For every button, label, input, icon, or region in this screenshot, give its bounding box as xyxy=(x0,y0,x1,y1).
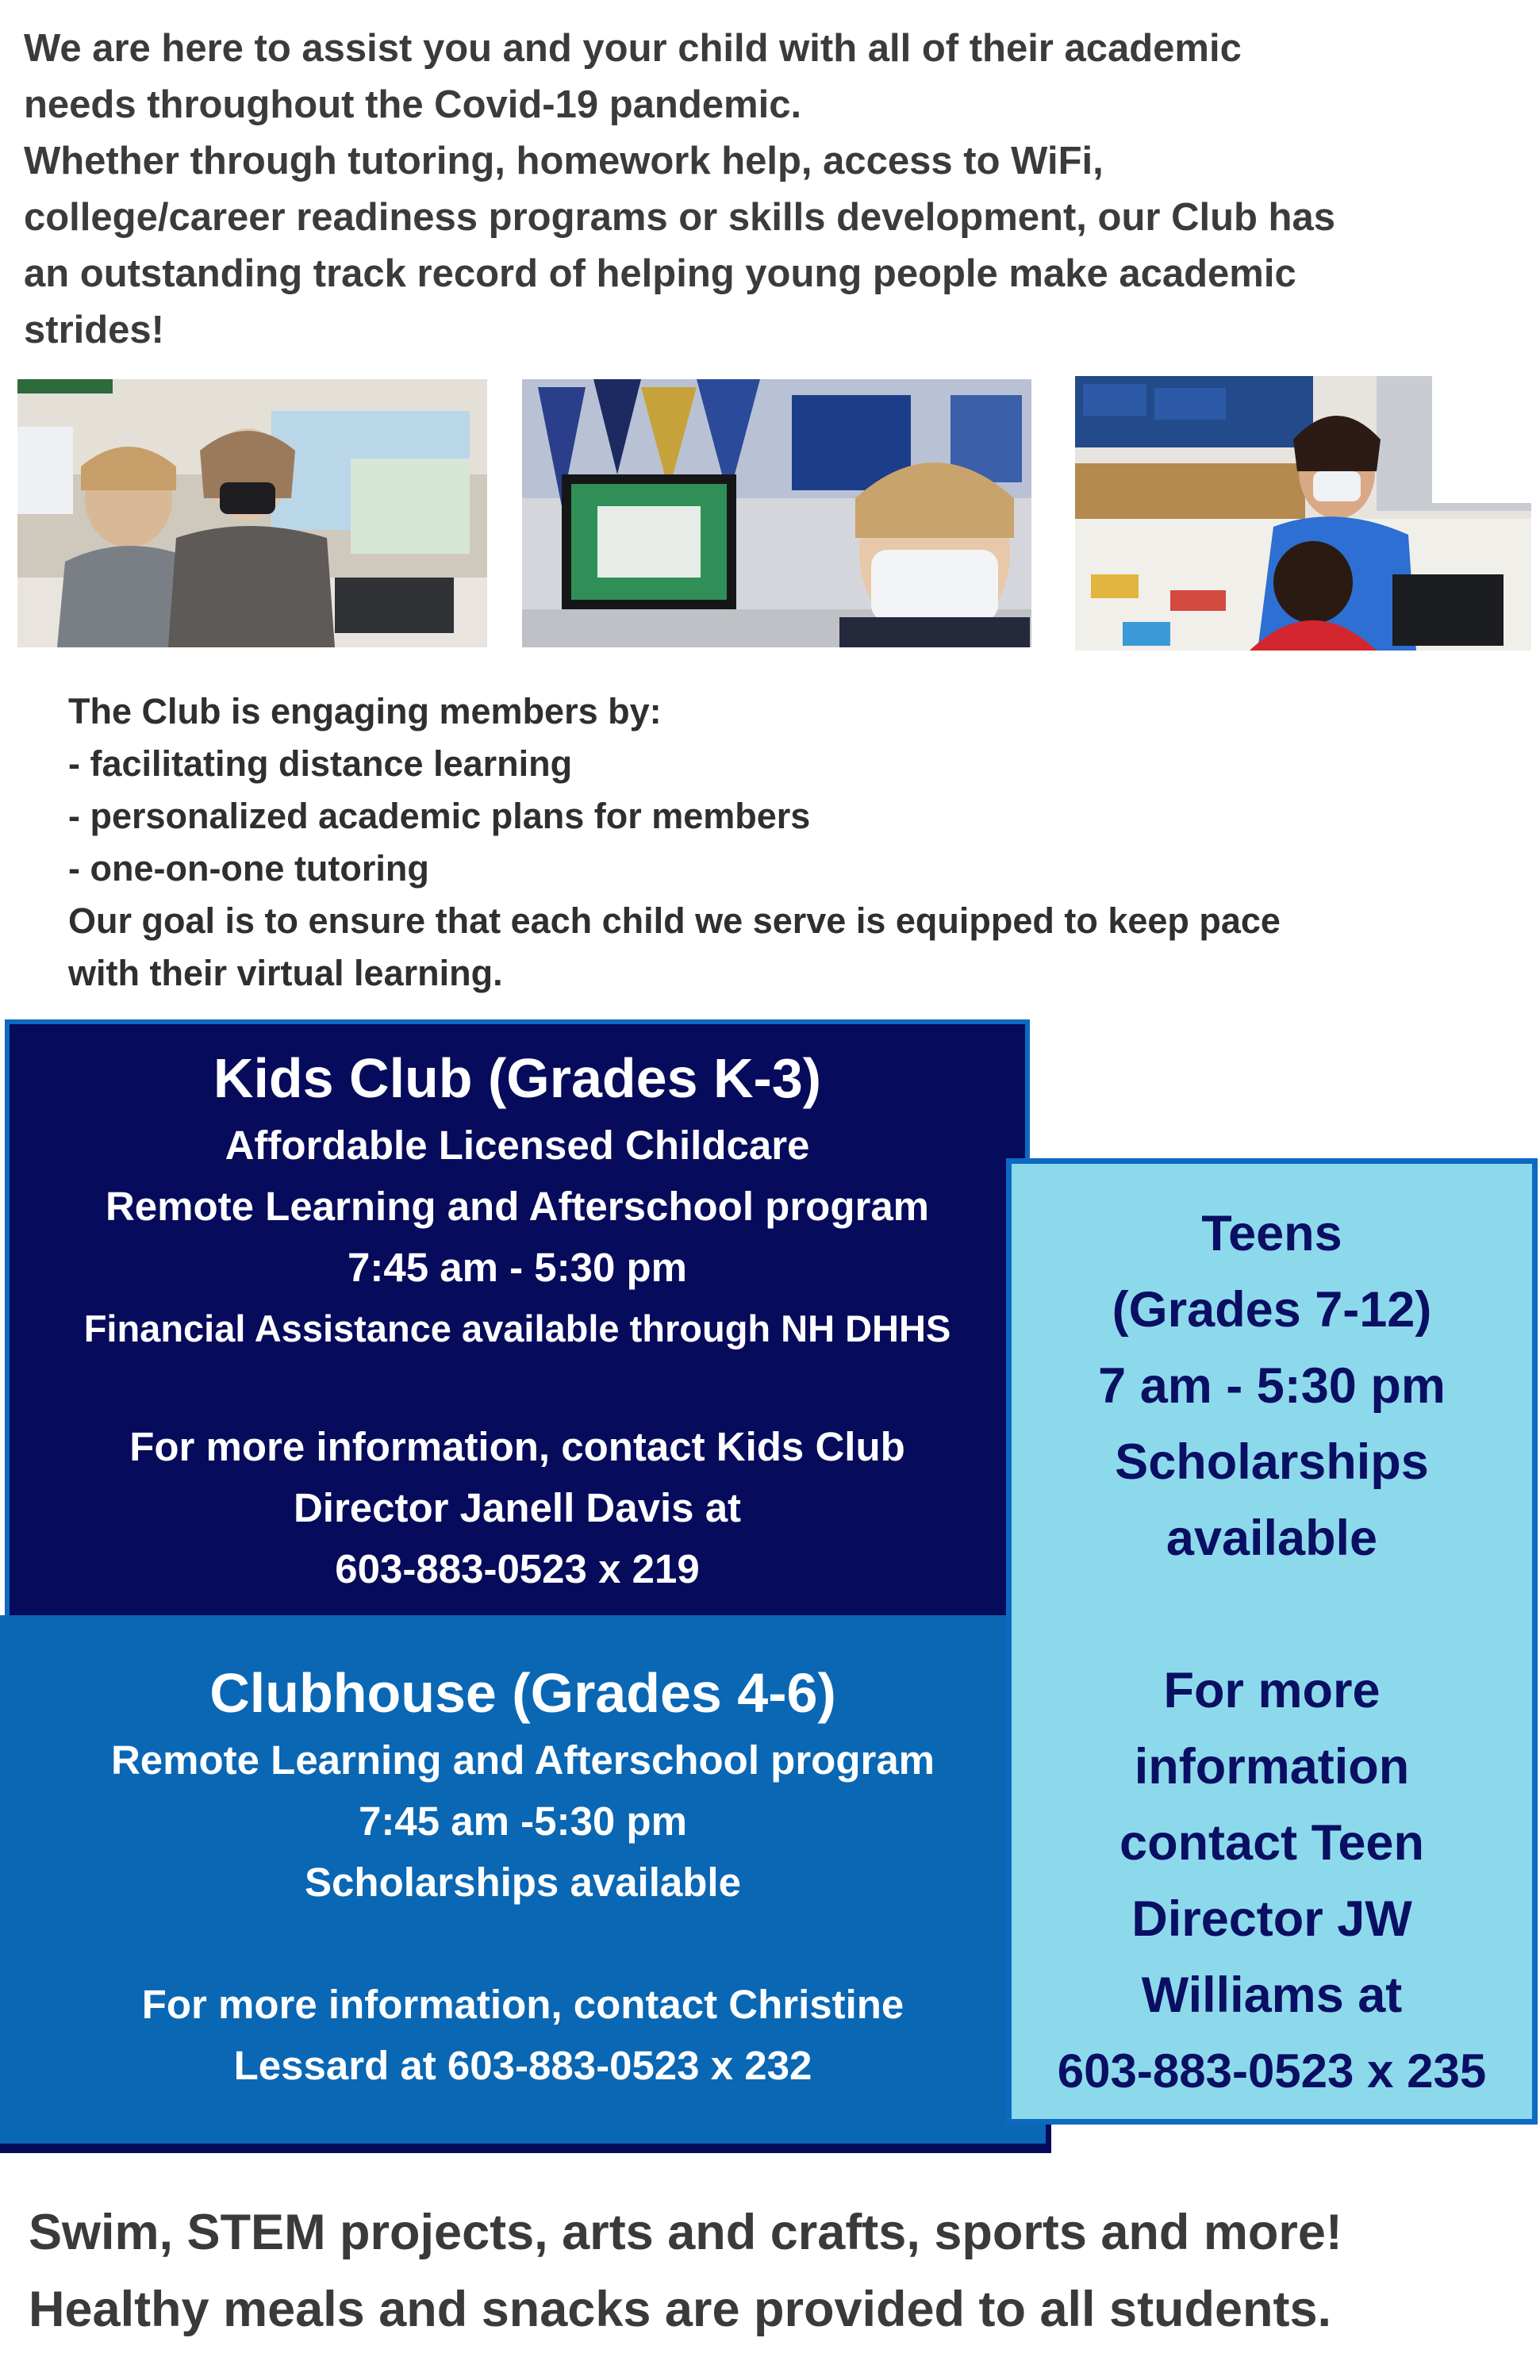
intro-line: We are here to assist you and your child with all of their academic xyxy=(24,27,1242,70)
teens-hours: 7 am - 5:30 pm xyxy=(1098,1358,1446,1414)
computer-lab-photo xyxy=(522,379,1031,647)
teens-contact: Williams at xyxy=(1141,1967,1403,2023)
intro-text xyxy=(24,21,1515,359)
intro-line: Whether through tutoring, homework help, access to WiFi, xyxy=(24,140,1104,182)
clubhouse-contact: Lessard at 603-883-0523 x 232 xyxy=(233,2043,812,2088)
teens-title: Teens xyxy=(1201,1206,1342,1261)
kids-club-box xyxy=(5,1019,1030,1630)
teens-box xyxy=(1006,1158,1538,2125)
kids-club-line: Remote Learning and Afterschool program xyxy=(105,1184,930,1229)
kids-club-contact: Director Janell Davis at xyxy=(293,1485,742,1530)
teens-contact: contact Teen xyxy=(1119,1815,1424,1871)
list-item: - personalized academic plans for members xyxy=(68,796,811,836)
engagement-text xyxy=(68,685,1496,1000)
clubhouse-title: Clubhouse (Grades 4-6) xyxy=(209,1662,836,1724)
list-item: - one-on-one tutoring xyxy=(68,848,429,889)
intro-line: an outstanding track record of helping young people make academic xyxy=(24,252,1296,295)
teens-grades: (Grades 7-12) xyxy=(1112,1282,1432,1338)
teens-scholarships: Scholarships xyxy=(1115,1434,1429,1490)
gym-tutoring-photo xyxy=(1075,376,1531,651)
kids-club-line: Affordable Licensed Childcare xyxy=(225,1123,810,1168)
kids-club-contact: For more information, contact Kids Club xyxy=(129,1424,905,1469)
clubhouse-contact: For more information, contact Christine xyxy=(141,1982,904,2027)
clubhouse-line: Remote Learning and Afterschool program xyxy=(110,1737,935,1783)
teens-available: available xyxy=(1166,1511,1378,1566)
list-item: - facilitating distance learning xyxy=(68,743,573,784)
kids-club-assistance: Financial Assistance available through NH DHHS xyxy=(83,1307,951,1349)
kids-club-hours: 7:45 am - 5:30 pm xyxy=(347,1245,688,1290)
clubhouse-scholarships: Scholarships available xyxy=(305,1860,741,1905)
intro-line: college/career readiness programs or skills development, our Club has xyxy=(24,196,1335,239)
tutoring-photo xyxy=(17,379,487,647)
goal-line: with their virtual learning. xyxy=(68,953,503,993)
kids-club-title: Kids Club (Grades K-3) xyxy=(213,1047,822,1109)
teens-phone: 603-883-0523 x 235 xyxy=(1057,2044,1487,2098)
intro-line: needs throughout the Covid-19 pandemic. xyxy=(24,83,802,126)
engagement-heading: The Club is engaging members by: xyxy=(68,691,662,731)
goal-line: Our goal is to ensure that each child we serve is equipped to keep pace xyxy=(68,900,1281,941)
footer-text xyxy=(29,2194,1520,2348)
teens-contact: information xyxy=(1134,1739,1410,1795)
footer-line: Healthy meals and snacks are provided to all students. xyxy=(29,2282,1332,2337)
teens-contact: Director JW xyxy=(1131,1891,1412,1947)
clubhouse-box xyxy=(0,1615,1046,2144)
kids-club-phone: 603-883-0523 x 219 xyxy=(335,1546,700,1591)
footer-line: Swim, STEM projects, arts and crafts, sports and more! xyxy=(29,2205,1342,2260)
teens-contact: For more xyxy=(1163,1663,1381,1718)
clubhouse-hours: 7:45 am -5:30 pm xyxy=(359,1798,687,1844)
intro-line: strides! xyxy=(24,309,165,351)
